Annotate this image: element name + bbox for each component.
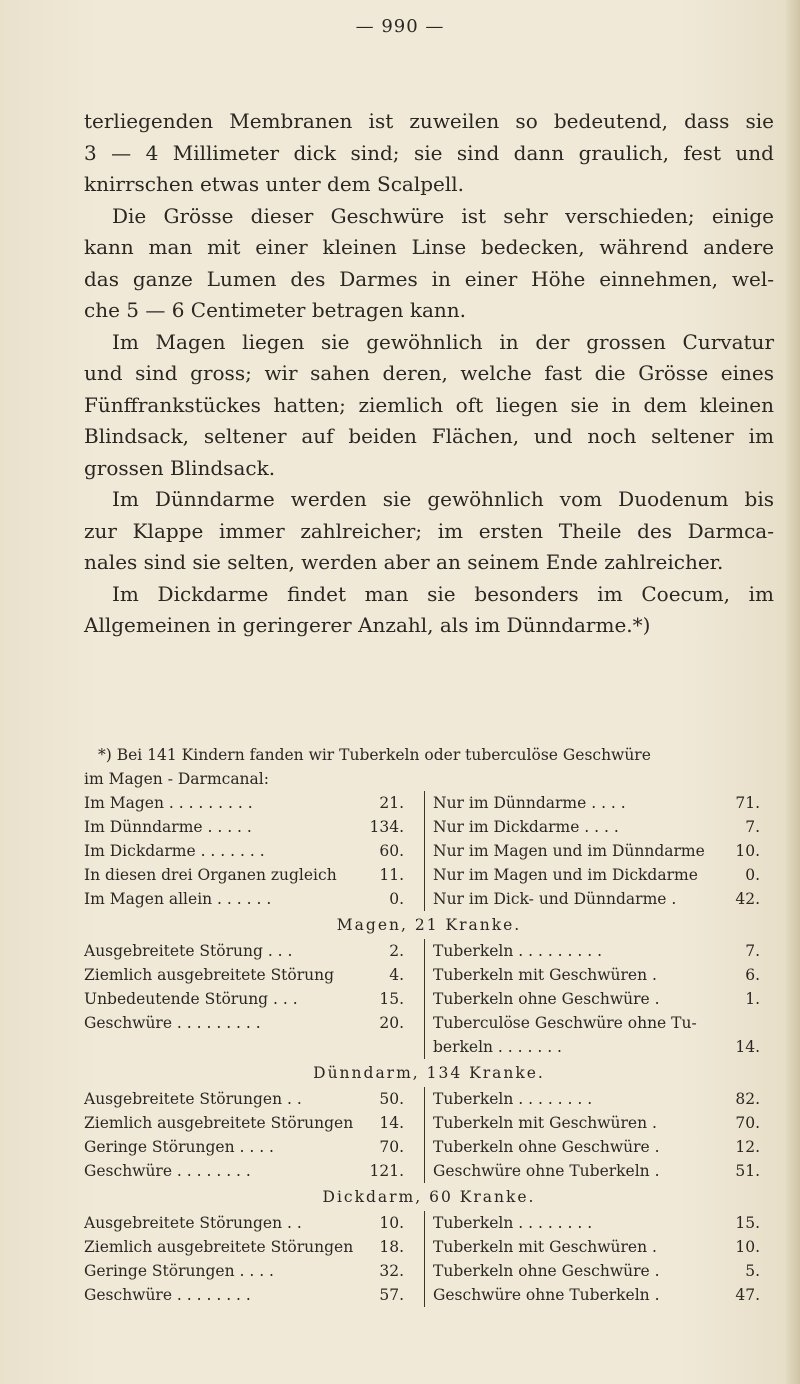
footnote-intro bbox=[84, 743, 774, 791]
text-line: kann man mit einer kleinen Linse bedecken, während andere bbox=[84, 235, 774, 259]
row-value: 42. bbox=[735, 890, 760, 908]
table-row bbox=[84, 863, 404, 887]
table-row bbox=[433, 1159, 760, 1183]
text-line: Im Dickdarme findet man sie besonders im Coecum, im bbox=[112, 581, 774, 606]
page-edge bbox=[786, 0, 800, 1384]
row-value: 7. bbox=[745, 942, 760, 960]
paragraph bbox=[84, 106, 774, 201]
table-row bbox=[84, 887, 404, 911]
row-label: Im Magen . . . . . . . . . bbox=[84, 794, 253, 812]
table-row bbox=[84, 839, 404, 863]
row-label: Geschwüre . . . . . . . . bbox=[84, 1162, 251, 1180]
row-value: 10. bbox=[379, 1214, 404, 1232]
text-line: Die Grösse dieser Geschwüre ist sehr verschieden; einige bbox=[112, 203, 774, 228]
row-label: Ausgebreitete Störungen . . bbox=[84, 1090, 302, 1108]
row-value: 0. bbox=[389, 890, 404, 908]
row-label: Tuberkeln mit Geschwüren . bbox=[433, 1114, 657, 1132]
table-row bbox=[84, 1087, 404, 1111]
page-number: — 990 — bbox=[355, 16, 445, 37]
table-row bbox=[84, 1159, 404, 1183]
row-label: Tuberkeln . . . . . . . . bbox=[433, 1214, 593, 1232]
footnote bbox=[84, 743, 774, 1307]
table-row bbox=[84, 1283, 404, 1307]
section-heading: Dünndarm, 134 Kranke. bbox=[313, 1064, 545, 1082]
row-value: 7. bbox=[745, 818, 760, 836]
text-line: Im Magen liegen sie gewöhnlich in der grossen Curvatur bbox=[112, 329, 774, 354]
text-line: das ganze Lumen des Darmes in einer Höhe einnehmen, wel- bbox=[84, 266, 774, 291]
row-label: Tuberkeln ohne Geschwüre . bbox=[433, 990, 660, 1008]
left-column bbox=[84, 1211, 404, 1307]
table-row bbox=[433, 939, 760, 963]
text-line: Allgemeinen in geringerer Anzahl, als im Dünndarme.*) bbox=[84, 613, 651, 637]
text-line: grossen Blindsack. bbox=[84, 455, 276, 480]
row-value: 50. bbox=[379, 1090, 404, 1108]
table-row bbox=[84, 1235, 404, 1259]
row-label: Ziemlich ausgebreitete Störungen bbox=[84, 1114, 354, 1132]
text-line: knirrschen etwas unter dem Scalpell. bbox=[84, 172, 464, 196]
row-label: Nur im Magen und im Dünndarme bbox=[433, 842, 705, 860]
row-value: 60. bbox=[379, 842, 404, 860]
row-label: Geringe Störungen . . . . bbox=[84, 1138, 274, 1156]
row-value: 14. bbox=[735, 1038, 760, 1056]
footnote-intro-line: im Magen - Darmcanal: bbox=[84, 770, 269, 788]
row-label: Im Dickdarme . . . . . . . bbox=[84, 842, 265, 860]
footnote-tables bbox=[84, 791, 774, 1307]
table-row bbox=[433, 863, 760, 887]
row-label: Unbedeutende Störung . . . bbox=[84, 990, 298, 1008]
text-line: und sind gross; wir sahen deren, welche fast die Grösse eines bbox=[84, 361, 774, 385]
row-label: Ausgebreitete Störung . . . bbox=[84, 942, 293, 960]
table-row bbox=[433, 1087, 760, 1111]
row-value: 5. bbox=[745, 1262, 760, 1280]
section-heading: Magen, 21 Kranke. bbox=[336, 916, 522, 934]
table-row bbox=[433, 1259, 760, 1283]
table-row bbox=[84, 963, 404, 987]
row-label: Geringe Störungen . . . . bbox=[84, 1262, 274, 1280]
table-row bbox=[433, 963, 760, 987]
text-line: che 5 — 6 Centimeter betragen kann. bbox=[84, 298, 467, 322]
right-column bbox=[424, 791, 760, 911]
text-line: zur Klappe immer zahlreicher; im ersten Theile des Darmca- bbox=[84, 518, 774, 543]
row-value: 4. bbox=[389, 966, 404, 984]
table-row bbox=[84, 1111, 404, 1135]
row-label: Ziemlich ausgebreitete Störung bbox=[84, 966, 335, 984]
table-row bbox=[84, 815, 404, 839]
table-row bbox=[433, 1135, 760, 1159]
table-row bbox=[433, 1111, 760, 1135]
table-row bbox=[84, 791, 404, 815]
row-label: Geschwüre ohne Tuberkeln . bbox=[433, 1286, 660, 1304]
text-line: 3 — 4 Millimeter dick sind; sie sind dann graulich, fest und bbox=[84, 140, 774, 165]
section-heading: Dickdarm, 60 Kranke. bbox=[322, 1188, 536, 1206]
row-label: Geschwüre . . . . . . . . . bbox=[84, 1014, 261, 1032]
table-row bbox=[433, 791, 760, 815]
table-row bbox=[84, 987, 404, 1011]
paragraph bbox=[84, 201, 774, 327]
row-value: 47. bbox=[735, 1286, 760, 1304]
table-row bbox=[84, 1011, 404, 1035]
row-label: berkeln . . . . . . . bbox=[433, 1038, 562, 1056]
section-table bbox=[84, 1211, 774, 1307]
left-column bbox=[84, 791, 404, 911]
table-row bbox=[433, 1283, 760, 1307]
row-value: 32. bbox=[379, 1262, 404, 1280]
row-label: Tuberkeln . . . . . . . . bbox=[433, 1090, 593, 1108]
section-table bbox=[84, 1087, 774, 1183]
paragraph bbox=[84, 579, 774, 642]
table-row bbox=[433, 1035, 760, 1059]
row-value: 82. bbox=[735, 1090, 760, 1108]
row-label: Geschwüre . . . . . . . . bbox=[84, 1286, 251, 1304]
row-value: 21. bbox=[379, 794, 404, 812]
table-row bbox=[84, 1135, 404, 1159]
right-column bbox=[424, 939, 760, 1059]
row-value: 2. bbox=[389, 942, 404, 960]
section-table bbox=[84, 939, 774, 1059]
row-label: Nur im Dickdarme . . . . bbox=[433, 818, 619, 836]
row-value: 6. bbox=[745, 966, 760, 984]
text-line: terliegenden Membranen ist zuweilen so bedeutend, dass sie bbox=[84, 109, 774, 133]
row-value: 121. bbox=[369, 1162, 404, 1180]
row-value: 70. bbox=[379, 1138, 404, 1156]
row-label: Im Magen allein . . . . . . bbox=[84, 890, 272, 908]
right-column bbox=[424, 1211, 760, 1307]
row-label: Tuberculöse Geschwüre ohne Tu- bbox=[433, 1014, 697, 1032]
row-value: 70. bbox=[735, 1114, 760, 1132]
row-value: 11. bbox=[379, 866, 404, 884]
left-column bbox=[84, 939, 404, 1059]
row-value: 0. bbox=[745, 866, 760, 884]
row-label: Tuberkeln ohne Geschwüre . bbox=[433, 1138, 660, 1156]
row-value: 51. bbox=[735, 1162, 760, 1180]
text-line: Blindsack, seltener auf beiden Flächen, und noch seltener im bbox=[84, 424, 774, 448]
table-row bbox=[433, 987, 760, 1011]
table-row bbox=[84, 939, 404, 963]
table-row bbox=[84, 1211, 404, 1235]
paragraph bbox=[84, 484, 774, 579]
row-label: Geschwüre ohne Tuberkeln . bbox=[433, 1162, 660, 1180]
row-value: 20. bbox=[379, 1014, 404, 1032]
right-column bbox=[424, 1087, 760, 1183]
row-value: 10. bbox=[735, 1238, 760, 1256]
overview-table bbox=[84, 791, 774, 911]
row-label: Tuberkeln mit Geschwüren . bbox=[433, 966, 657, 984]
row-value bbox=[730, 1011, 760, 1035]
table-row bbox=[433, 1011, 760, 1035]
table-row bbox=[433, 1235, 760, 1259]
row-label: Ausgebreitete Störungen . . bbox=[84, 1214, 302, 1232]
row-label: In diesen drei Organen zugleich bbox=[84, 866, 337, 884]
table-row bbox=[433, 1211, 760, 1235]
text-line: Fünffrankstückes hatten; ziemlich oft liegen sie in dem kleinen bbox=[84, 392, 774, 417]
footnote-intro-line: *) Bei 141 Kindern fanden wir Tuberkeln oder tuberculöse Geschwüre bbox=[98, 746, 651, 764]
text-line: Im Dünndarme werden sie gewöhnlich vom Duodenum bis bbox=[112, 487, 774, 511]
row-label: Tuberkeln ohne Geschwüre . bbox=[433, 1262, 660, 1280]
row-value: 18. bbox=[379, 1238, 404, 1256]
row-value: 57. bbox=[379, 1286, 404, 1304]
table-row bbox=[433, 887, 760, 911]
paragraph bbox=[84, 327, 774, 485]
text-line: nales sind sie selten, werden aber an seinem Ende zahlreicher. bbox=[84, 550, 724, 574]
row-label: Nur im Dünndarme . . . . bbox=[433, 794, 626, 812]
row-label: Nur im Dick- und Dünndarme . bbox=[433, 890, 677, 908]
row-label: Ziemlich ausgebreitete Störungen bbox=[84, 1238, 354, 1256]
row-value: 14. bbox=[379, 1114, 404, 1132]
row-value: 15. bbox=[379, 990, 404, 1008]
body-text bbox=[84, 106, 774, 642]
left-column bbox=[84, 1087, 404, 1183]
row-value: 10. bbox=[735, 842, 760, 860]
row-value: 12. bbox=[735, 1138, 760, 1156]
row-label: Im Dünndarme . . . . . bbox=[84, 818, 252, 836]
table-row bbox=[433, 815, 760, 839]
table-row bbox=[84, 1259, 404, 1283]
row-label: Tuberkeln . . . . . . . . . bbox=[433, 942, 603, 960]
row-label: Nur im Magen und im Dickdarme bbox=[433, 866, 698, 884]
table-row bbox=[433, 839, 760, 863]
row-value: 71. bbox=[735, 794, 760, 812]
row-value: 134. bbox=[369, 818, 404, 836]
row-value: 15. bbox=[735, 1214, 760, 1232]
row-value: 1. bbox=[745, 990, 760, 1008]
row-label: Tuberkeln mit Geschwüren . bbox=[433, 1238, 657, 1256]
